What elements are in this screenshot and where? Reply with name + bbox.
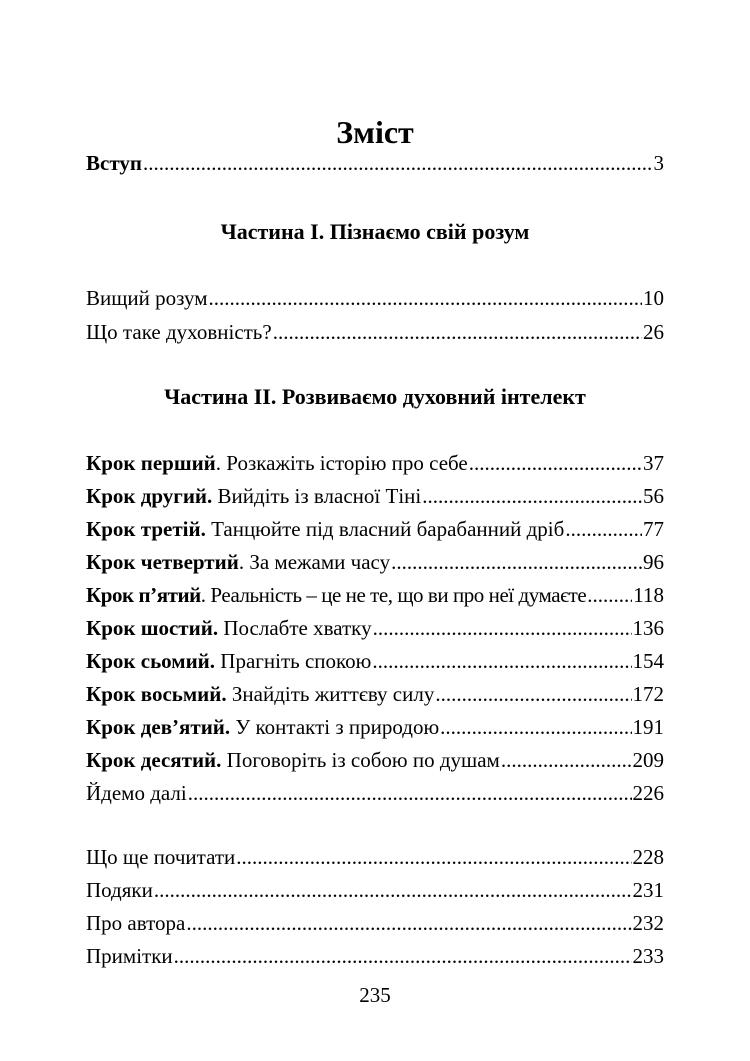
dot-leader xyxy=(435,679,631,709)
toc-entry xyxy=(86,283,664,313)
toc-entry-text: Що ще почитати xyxy=(86,845,236,869)
toc-page-number: 209 xyxy=(632,748,664,772)
dot-leader xyxy=(440,712,631,742)
toc-page-number: 77 xyxy=(643,517,664,541)
toc-entry-label xyxy=(86,908,185,938)
toc-entry-text: Вийдіть із власної Тіні xyxy=(212,484,422,508)
dot-leader xyxy=(373,613,632,643)
dot-leader xyxy=(209,283,642,313)
toc-entry-label xyxy=(86,679,434,709)
toc-entry-label xyxy=(86,842,235,872)
dot-leader xyxy=(174,941,632,971)
toc-entry-bold: Крок сьомий. xyxy=(86,649,216,673)
toc-entry-bold: Крок десятий. xyxy=(86,748,222,772)
toc-entry-intro xyxy=(86,148,664,178)
toc-page-number: 37 xyxy=(643,451,664,475)
toc-entry xyxy=(86,317,664,347)
toc-entry-label xyxy=(86,778,187,808)
toc-entry-bold: Вступ xyxy=(86,151,142,175)
toc-entry-text: Прагніть спокою xyxy=(215,649,372,673)
toc-page-number: 26 xyxy=(643,320,664,344)
toc-entry-text: У контакті з природою xyxy=(230,715,440,739)
toc-entry-label xyxy=(86,875,153,905)
toc-page-number: 172 xyxy=(632,682,664,706)
toc-entry xyxy=(86,941,664,971)
toc-entry-label xyxy=(86,148,142,178)
toc-entry-text: . Реальність – це не те, що ви про неї думаєте xyxy=(200,583,587,607)
dot-leader xyxy=(236,842,631,872)
toc-entry-label xyxy=(86,514,564,544)
toc-entry-text: Що таке духовність? xyxy=(86,320,272,344)
dot-leader xyxy=(501,745,632,775)
toc-entry-bold: Крок шостий. xyxy=(86,616,219,640)
toc-entry-text: Танцюйте під власний барабанний дріб xyxy=(205,517,565,541)
toc-entry-label xyxy=(86,547,390,577)
dot-leader xyxy=(391,547,642,577)
toc-page-number: 56 xyxy=(643,484,664,508)
toc-page-number: 231 xyxy=(632,878,664,902)
toc-entry xyxy=(86,908,664,938)
toc-entry-label xyxy=(86,613,372,643)
toc-entry-label xyxy=(86,941,173,971)
toc-entry-text: Подяки xyxy=(86,878,153,902)
toc-entry-bold: Крок дев’ятий. xyxy=(86,715,231,739)
toc-entry xyxy=(86,712,664,742)
toc-entry-text: Поговоріть із собою по душам xyxy=(221,748,500,772)
toc-entry xyxy=(86,875,664,905)
toc-entry-bold: Крок перший xyxy=(86,451,216,475)
dot-leader xyxy=(143,148,653,178)
toc-entry-label xyxy=(86,283,208,313)
toc-entry-bold: Крок п’ятий xyxy=(86,583,201,607)
toc-page-number: 118 xyxy=(633,583,664,607)
toc-entry-text: Йдемо далі xyxy=(86,781,187,805)
toc-entry-text: Вищий розум xyxy=(86,286,208,310)
toc-entry-text: . За межами часу xyxy=(238,550,391,574)
toc-entry xyxy=(86,842,664,872)
toc-entry-label xyxy=(86,481,421,511)
dot-leader xyxy=(188,778,632,808)
toc-entry-label xyxy=(86,646,371,676)
toc-entry-label xyxy=(86,745,500,775)
toc-entry-bold: Крок третій. xyxy=(86,517,206,541)
toc-entry-text: Про автора xyxy=(86,911,186,935)
toc-entry-bold: Крок восьмий. xyxy=(86,682,227,706)
dot-leader xyxy=(372,646,631,676)
page-number-footer: 235 xyxy=(359,983,391,1007)
toc-entry-bold: Крок другий. xyxy=(86,484,213,508)
toc-entry-text: Знайдіть життєву силу xyxy=(226,682,435,706)
toc-entry xyxy=(86,514,664,544)
toc-page-number: 191 xyxy=(632,715,664,739)
dot-leader xyxy=(565,514,642,544)
toc-entry-label xyxy=(86,448,468,478)
toc-entry xyxy=(86,613,664,643)
toc-entry xyxy=(86,679,664,709)
toc-entry xyxy=(86,778,664,808)
toc-page-number: 136 xyxy=(632,616,664,640)
toc-page-number: 228 xyxy=(632,845,664,869)
dot-leader xyxy=(422,481,642,511)
dot-leader xyxy=(154,875,632,905)
toc-entry xyxy=(86,547,664,577)
toc-entry-bold: Крок четвертий xyxy=(86,550,239,574)
dot-leader xyxy=(587,580,632,610)
toc-entry-text: Послабте хватку xyxy=(218,616,372,640)
toc-entry xyxy=(86,580,664,610)
toc-entry-text: . Розкажіть історію про себе xyxy=(215,451,468,475)
dot-leader xyxy=(273,317,642,347)
toc-page-number: 3 xyxy=(653,151,664,175)
toc-entry xyxy=(86,448,664,478)
page-title: Зміст xyxy=(336,114,414,150)
toc-page-number: 232 xyxy=(632,911,664,935)
toc-page-number: 233 xyxy=(632,944,664,968)
toc-page-number: 226 xyxy=(632,781,664,805)
toc-page-number: 10 xyxy=(643,286,664,310)
toc-entry xyxy=(86,646,664,676)
toc-entry-label xyxy=(86,317,272,347)
toc-entry xyxy=(86,745,664,775)
toc-entry-label xyxy=(86,712,439,742)
dot-leader xyxy=(186,908,631,938)
toc-page-number: 154 xyxy=(632,649,664,673)
toc-entry xyxy=(86,481,664,511)
toc-page-number: 96 xyxy=(643,550,664,574)
part-1-heading: Частина І. Пізнаємо свій розум xyxy=(220,219,530,244)
toc-entry-label xyxy=(86,580,586,610)
toc-entry-text: Примітки xyxy=(86,944,173,968)
part-2-heading: Частина ІІ. Розвиваємо духовний інтелект xyxy=(164,384,586,409)
dot-leader xyxy=(469,448,642,478)
